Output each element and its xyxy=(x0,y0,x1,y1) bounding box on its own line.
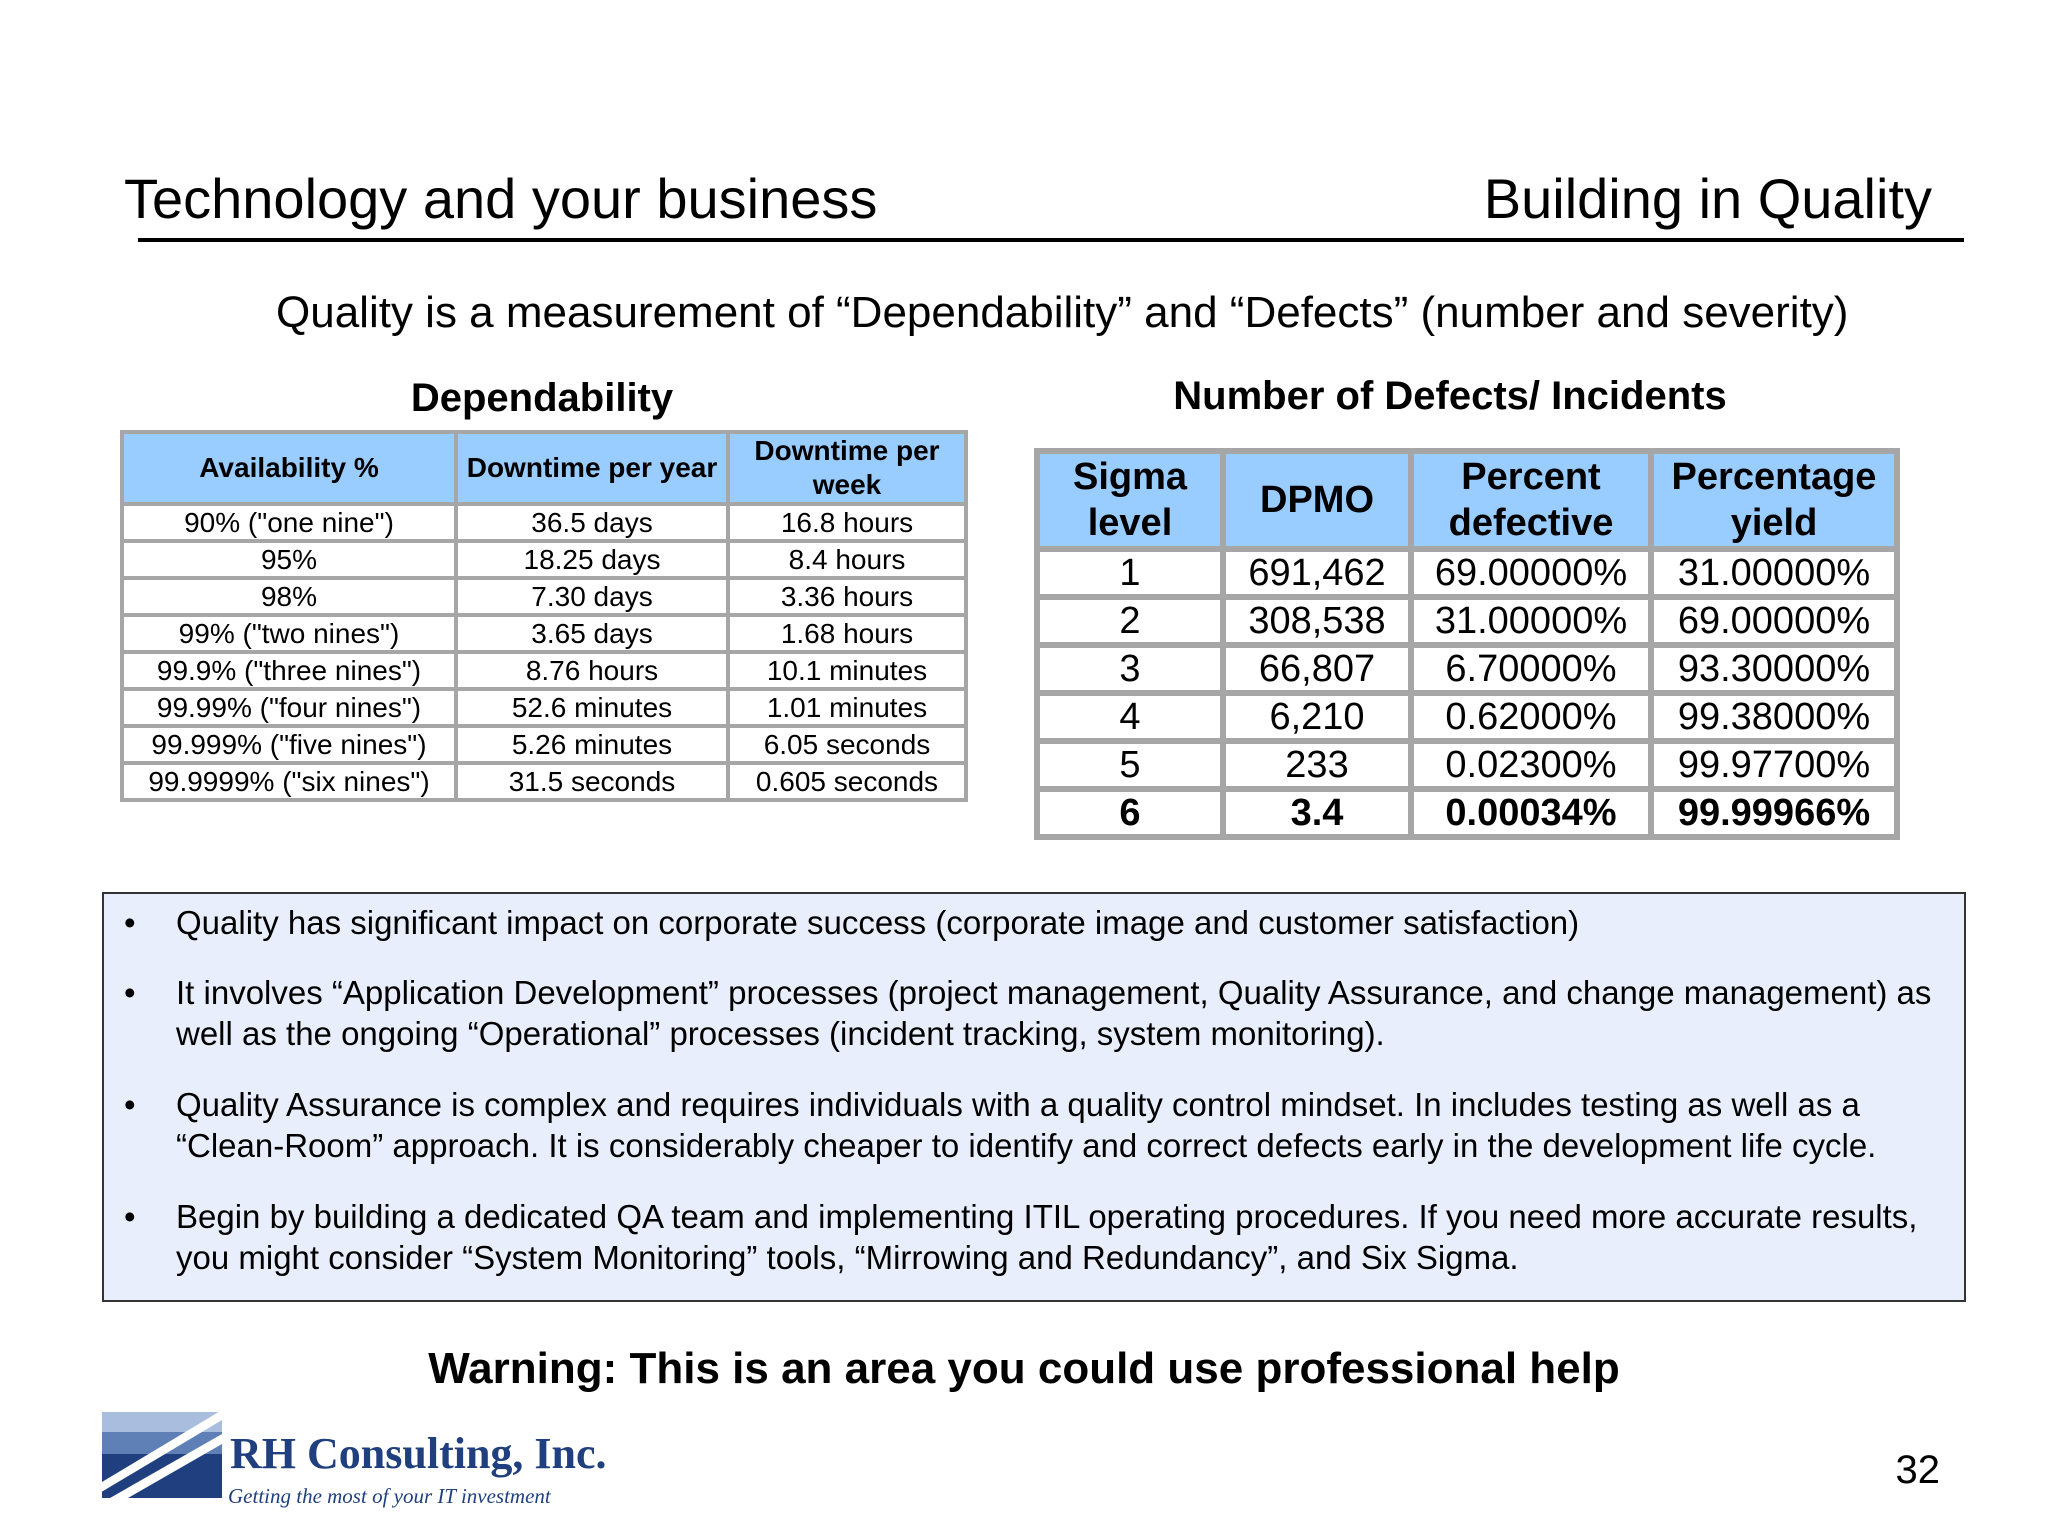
table-cell: 90% ("one nine") xyxy=(124,506,454,539)
table-cell: 99.97700% xyxy=(1654,744,1894,786)
table-cell: 8.4 hours xyxy=(730,543,964,576)
table-cell: 99% ("two nines") xyxy=(124,617,454,650)
logo-mark-icon xyxy=(82,1406,222,1506)
table-row xyxy=(1040,648,1894,690)
page-number: 32 xyxy=(1895,1448,1940,1492)
table-cell: 6 xyxy=(1040,792,1220,834)
table-row xyxy=(124,728,964,761)
table-cell: 99.999% ("five nines") xyxy=(124,728,454,761)
table-row xyxy=(124,765,964,798)
list-item xyxy=(124,1084,1956,1166)
defects-header-dpmo: DPMO xyxy=(1226,454,1408,546)
dependability-header-availability: Availability % xyxy=(124,434,454,502)
table-row-six-sigma xyxy=(1040,792,1894,834)
table-row xyxy=(1040,744,1894,786)
bullet-icon: • xyxy=(124,1198,136,1235)
table-cell: 99.9999% ("six nines") xyxy=(124,765,454,798)
table-cell: 1.68 hours xyxy=(730,617,964,650)
table-cell: 5.26 minutes xyxy=(458,728,726,761)
defects-header-row xyxy=(1040,454,1894,546)
table-cell: 6.05 seconds xyxy=(730,728,964,761)
list-item-text: Begin by building a dedicated QA team and implementing ITIL operating procedures. If you need more accurate results, you might consider “System Monitoring” tools, “Mirrowing and Redundancy”, and Six Sigma. xyxy=(176,1198,1918,1276)
table-cell: 3.36 hours xyxy=(730,580,964,613)
table-row xyxy=(1040,552,1894,594)
table-cell: 99.38000% xyxy=(1654,696,1894,738)
list-item-text: Quality has significant impact on corporate success (corporate image and customer satisfaction) xyxy=(176,904,1580,941)
dependability-header-downtime-week: Downtime per week xyxy=(730,434,964,502)
warning-text: Warning: This is an area you could use professional help xyxy=(428,1344,1620,1393)
table-cell: 2 xyxy=(1040,600,1220,642)
defects-table xyxy=(1034,448,1900,840)
dependability-header-downtime-year: Downtime per year xyxy=(458,434,726,502)
table-cell: 3 xyxy=(1040,648,1220,690)
list-item xyxy=(124,972,1956,1054)
logo-tagline: Getting the most of your IT investment xyxy=(228,1484,551,1508)
table-cell: 1.01 minutes xyxy=(730,691,964,724)
defects-header-percent-defective: Percent defective xyxy=(1414,454,1648,546)
table-cell: 69.00000% xyxy=(1654,600,1894,642)
key-points-box xyxy=(102,892,1966,1302)
table-cell: 0.02300% xyxy=(1414,744,1648,786)
list-item-text: Quality Assurance is complex and requires individuals with a quality control mindset. In includes testing as well as a “Clean-Room” approach. It is considerably cheaper to identify and correct defects early in the development life cycle. xyxy=(176,1086,1877,1164)
table-cell: 6,210 xyxy=(1226,696,1408,738)
table-cell: 36.5 days xyxy=(458,506,726,539)
table-cell: 18.25 days xyxy=(458,543,726,576)
header-left-title: Technology and your business xyxy=(124,167,878,230)
table-cell: 6.70000% xyxy=(1414,648,1648,690)
table-cell: 31.00000% xyxy=(1654,552,1894,594)
table-cell: 31.5 seconds xyxy=(458,765,726,798)
logo-company-name: RH Consulting, Inc. xyxy=(230,1429,607,1478)
list-item xyxy=(124,1196,1956,1278)
table-cell: 99.99% ("four nines") xyxy=(124,691,454,724)
table-cell: 691,462 xyxy=(1226,552,1408,594)
table-cell: 3.4 xyxy=(1226,792,1408,834)
table-cell: 69.00000% xyxy=(1414,552,1648,594)
dependability-title: Dependability xyxy=(410,376,674,420)
table-cell: 99.99966% xyxy=(1654,792,1894,834)
bullet-icon: • xyxy=(124,974,136,1011)
list-item xyxy=(124,902,1956,943)
table-row xyxy=(124,654,964,687)
header-divider xyxy=(138,238,1964,242)
defects-header-sigma: Sigma level xyxy=(1040,454,1220,546)
list-item-text: It involves “Application Development” processes (project management, Quality Assurance, and change management) as well as the ongoing “Operational” processes (incident tracking, system monitoring). xyxy=(176,974,1932,1052)
table-row xyxy=(1040,600,1894,642)
table-cell: 5 xyxy=(1040,744,1220,786)
table-cell: 233 xyxy=(1226,744,1408,786)
table-cell: 98% xyxy=(124,580,454,613)
table-cell: 4 xyxy=(1040,696,1220,738)
table-row xyxy=(124,543,964,576)
table-cell: 95% xyxy=(124,543,454,576)
table-cell: 308,538 xyxy=(1226,600,1408,642)
table-cell: 8.76 hours xyxy=(458,654,726,687)
table-cell: 93.30000% xyxy=(1654,648,1894,690)
table-row xyxy=(124,506,964,539)
header-right-title: Building in Quality xyxy=(1483,167,1932,230)
company-logo xyxy=(82,1406,607,1516)
bullet-icon: • xyxy=(124,904,136,941)
defects-header-percentage-yield: Percentage yield xyxy=(1654,454,1894,546)
table-cell: 0.605 seconds xyxy=(730,765,964,798)
table-cell: 7.30 days xyxy=(458,580,726,613)
table-cell: 16.8 hours xyxy=(730,506,964,539)
dependability-table xyxy=(120,430,968,802)
table-cell: 10.1 minutes xyxy=(730,654,964,687)
table-row xyxy=(124,617,964,650)
table-cell: 0.62000% xyxy=(1414,696,1648,738)
table-row xyxy=(124,580,964,613)
table-cell: 52.6 minutes xyxy=(458,691,726,724)
table-cell: 66,807 xyxy=(1226,648,1408,690)
table-cell: 3.65 days xyxy=(458,617,726,650)
bullet-icon: • xyxy=(124,1086,136,1123)
table-cell: 0.00034% xyxy=(1414,792,1648,834)
table-row xyxy=(1040,696,1894,738)
table-cell: 1 xyxy=(1040,552,1220,594)
dependability-header-row xyxy=(124,434,964,502)
slide-subtitle: Quality is a measurement of “Dependability” and “Defects” (number and severity) xyxy=(276,288,1849,337)
table-cell: 31.00000% xyxy=(1414,600,1648,642)
table-row xyxy=(124,691,964,724)
table-cell: 99.9% ("three nines") xyxy=(124,654,454,687)
defects-title: Number of Defects/ Incidents xyxy=(1173,374,1727,418)
